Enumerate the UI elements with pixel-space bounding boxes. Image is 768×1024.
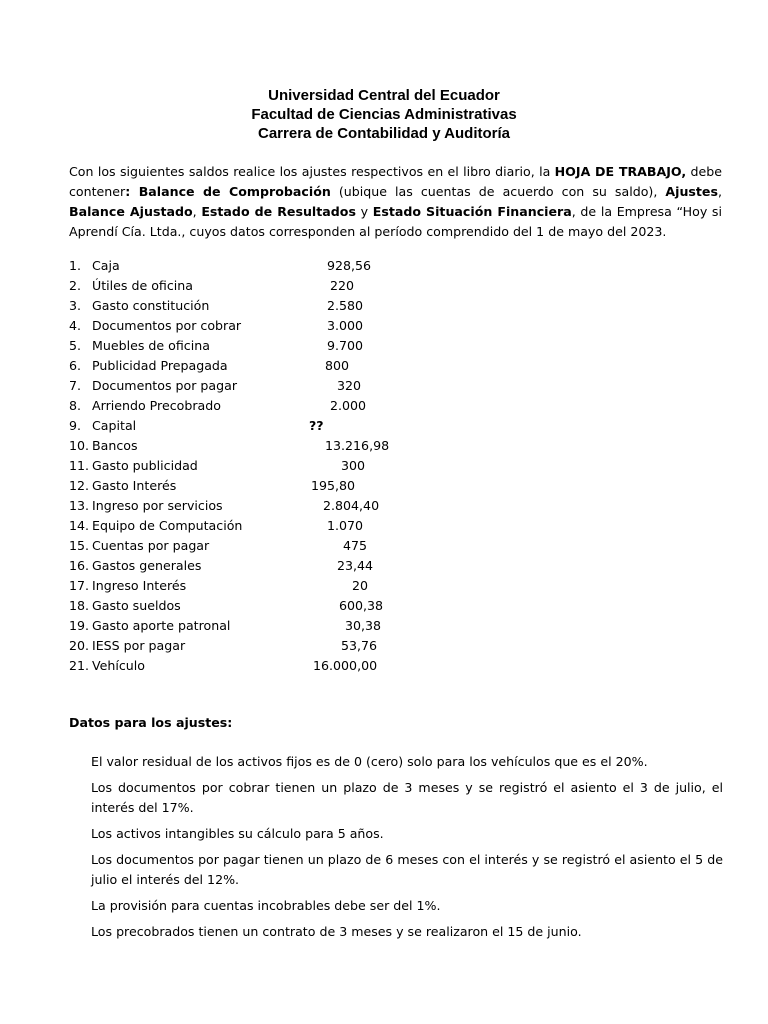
account-name: IESS por pagar	[92, 638, 186, 653]
account-number: 11.	[69, 458, 90, 473]
account-balance: 320	[337, 378, 362, 393]
account-row	[69, 316, 469, 336]
intro-bold-hoja-trabajo: HOJA DE TRABAJO,	[554, 164, 687, 179]
account-balance: 1.070	[327, 518, 364, 533]
intro-bold-estado-resultados: Estado de Resultados	[201, 204, 356, 219]
intro-text-7: , de la Empresa “Hoy si Aprendí Cía. Ltda., cuyos datos corresponden al período comprendido del 1 de mayo del 2023.	[69, 204, 722, 239]
account-row	[69, 636, 469, 656]
account-balance: 220	[330, 278, 355, 293]
account-number: 2.	[69, 278, 82, 293]
account-name: Ingreso Interés	[92, 578, 187, 593]
intro-text-2: debe contener	[69, 164, 722, 199]
account-name: Cuentas por pagar	[92, 538, 210, 553]
account-balance: 9.700	[327, 338, 364, 353]
account-row	[69, 356, 469, 376]
ajuste-item: El valor residual de los activos fijos es de 0 (cero) solo para los vehículos que es el 20%.	[91, 754, 648, 769]
account-balance: 195,80	[311, 478, 356, 493]
account-number: 4.	[69, 318, 82, 333]
account-row	[69, 616, 469, 636]
account-row	[69, 576, 469, 596]
faculty-name: Facultad de Ciencias Administrativas	[251, 106, 517, 123]
account-number: 16.	[69, 558, 90, 573]
ajustes-title: Datos para los ajustes:	[69, 715, 233, 730]
account-name: Gastos generales	[92, 558, 202, 573]
account-row	[69, 596, 469, 616]
account-balance: 600,38	[339, 598, 384, 613]
account-name: Ingreso por servicios	[92, 498, 223, 513]
intro-bold-balance-ajustado: Balance Ajustado	[69, 204, 193, 219]
intro-bold-ajustes: Ajustes	[665, 184, 718, 199]
account-number: 1.	[69, 258, 82, 273]
account-name: Documentos por pagar	[92, 378, 237, 393]
account-balance: 928,56	[327, 258, 372, 273]
account-name: Caja	[92, 258, 120, 273]
account-name: Gasto constitución	[92, 298, 210, 313]
accounts-list	[69, 256, 469, 676]
account-row	[69, 296, 469, 316]
account-row	[69, 556, 469, 576]
account-balance: 2.580	[327, 298, 364, 313]
account-number: 10.	[69, 438, 90, 453]
account-number: 12.	[69, 478, 90, 493]
account-balance: 300	[341, 458, 366, 473]
account-number: 21.	[69, 658, 90, 673]
account-number: 5.	[69, 338, 82, 353]
intro-bold-balance-comprobacion: : Balance de Comprobación	[125, 184, 331, 199]
account-row	[69, 496, 469, 516]
account-balance: 30,38	[345, 618, 382, 633]
account-name: Gasto publicidad	[92, 458, 198, 473]
ajuste-item: La provisión para cuentas incobrables debe ser del 1%.	[91, 898, 441, 913]
account-number: 18.	[69, 598, 90, 613]
account-row	[69, 656, 469, 676]
account-balance: 16.000,00	[313, 658, 378, 673]
account-balance: 23,44	[337, 558, 374, 573]
account-number: 20.	[69, 638, 90, 653]
account-row	[69, 256, 469, 276]
ajuste-item: Los activos intangibles su cálculo para 5 años.	[91, 826, 384, 841]
account-row	[69, 416, 469, 436]
account-number: 13.	[69, 498, 90, 513]
account-name: Gasto Interés	[92, 478, 177, 493]
ajuste-item: Los documentos por pagar tienen un plazo de 6 meses con el interés y se registró el asiento el 5 de julio el interés del 12%.	[91, 852, 723, 887]
intro-text-5: ,	[192, 204, 202, 219]
intro-text-1: Con los siguientes saldos realice los ajustes respectivos en el libro diario, la	[69, 164, 555, 179]
ajuste-item: Los precobrados tienen un contrato de 3 meses y se realizaron el 15 de junio.	[91, 924, 582, 939]
account-name: Útiles de oficina	[92, 278, 193, 293]
account-name: Gasto aporte patronal	[92, 618, 231, 633]
account-name: Bancos	[92, 438, 138, 453]
account-balance: 2.804,40	[323, 498, 380, 513]
intro-bold-estado-situacion: Estado Situación Financiera	[372, 204, 572, 219]
account-balance: 13.216,98	[325, 438, 390, 453]
account-number: 9.	[69, 418, 82, 433]
account-number: 3.	[69, 298, 82, 313]
intro-text-3: (ubique las cuentas de acuerdo con su saldo),	[330, 184, 666, 199]
university-name: Universidad Central del Ecuador	[268, 87, 500, 104]
account-balance: 800	[325, 358, 350, 373]
career-name: Carrera de Contabilidad y Auditoría	[258, 125, 510, 142]
account-balance: 2.000	[330, 398, 367, 413]
account-row	[69, 436, 469, 456]
account-number: 15.	[69, 538, 90, 553]
intro-text-6: y	[355, 204, 373, 219]
document-header	[0, 86, 768, 143]
account-balance: 475	[343, 538, 368, 553]
account-name: Documentos por cobrar	[92, 318, 242, 333]
intro-text-4: ,	[717, 184, 722, 199]
account-number: 19.	[69, 618, 90, 633]
account-row	[69, 396, 469, 416]
account-row	[69, 376, 469, 396]
ajustes-list	[91, 752, 723, 948]
intro-paragraph	[69, 162, 722, 242]
account-number: 8.	[69, 398, 82, 413]
account-name: Muebles de oficina	[92, 338, 210, 353]
account-number: 7.	[69, 378, 82, 393]
account-row	[69, 476, 469, 496]
account-balance: 53,76	[341, 638, 378, 653]
account-balance: 20	[352, 578, 369, 593]
account-number: 6.	[69, 358, 82, 373]
account-name: Gasto sueldos	[92, 598, 181, 613]
account-balance: 3.000	[327, 318, 364, 333]
account-row	[69, 336, 469, 356]
account-row	[69, 276, 469, 296]
account-name: Capital	[92, 418, 137, 433]
account-name: Arriendo Precobrado	[92, 398, 221, 413]
account-number: 14.	[69, 518, 90, 533]
account-name: Vehículo	[92, 658, 145, 673]
account-row	[69, 536, 469, 556]
account-balance: ??	[309, 418, 324, 433]
account-name: Equipo de Computación	[92, 518, 243, 533]
ajuste-item: Los documentos por cobrar tienen un plazo de 3 meses y se registró el asiento el 3 de julio, el interés del 17%.	[91, 780, 723, 815]
account-row	[69, 456, 469, 476]
account-number: 17.	[69, 578, 90, 593]
account-row	[69, 516, 469, 536]
account-name: Publicidad Prepagada	[92, 358, 228, 373]
